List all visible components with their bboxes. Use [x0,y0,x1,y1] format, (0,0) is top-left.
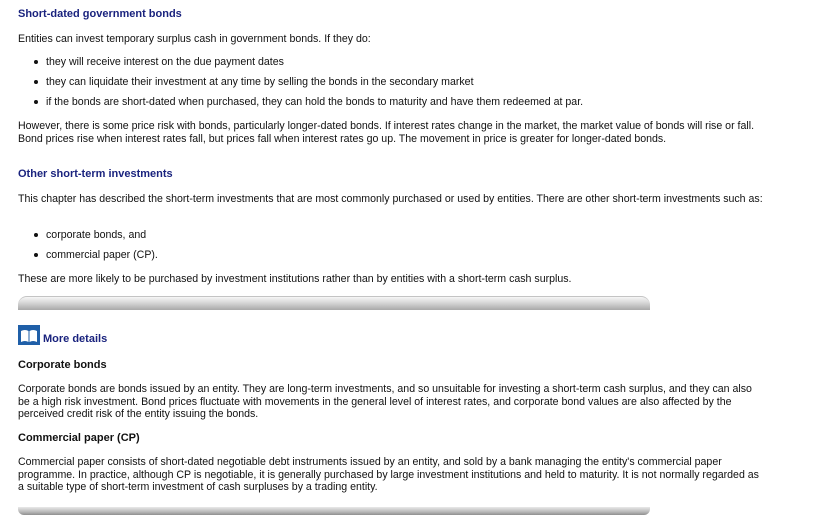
corporate-bonds-text: Corporate bonds are bonds issued by an entity. They are long-term investments, and so unsuitable for investing a short-term cash surplus, and they can also be a high risk investment. Bond prices fluctuate with movements in the general level of interest rates, and corporate bond values are also affected by the perceived credit risk of the entity issuing the bonds. [18,383,752,421]
section-paragraph: These are more likely to be purchased by investment institutions rather than by entities with a short-term cash surplus. [18,273,572,285]
book-icon [18,325,40,345]
list-item: if the bonds are short-dated when purchased, they can hold the bonds to maturity and have them redeemed at par. [18,96,583,116]
list-item: commercial paper (CP). [18,249,158,269]
bullet-list [18,229,158,269]
bullet-list [18,56,583,116]
list-item: corporate bonds, and [18,229,158,249]
list-item: they can liquidate their investment at any time by selling the bonds in the secondary market [18,76,583,96]
subheading-commercial-paper: Commercial paper (CP) [18,432,140,444]
list-item: they will receive interest on the due payment dates [18,56,583,76]
section-intro: Entities can invest temporary surplus cash in government bonds. If they do: [18,33,371,45]
commercial-paper-text: Commercial paper consists of short-dated negotiable debt instruments issued by an entity, and sold by a bank managing the entity's commercial paper programme. In practice, although CP is negotiable, it is generally purchased by large investment institutions and held to maturity. It is not normally regarded as a suitable type of short-term investment of cash surpluses by a trading entity. [18,456,759,494]
section-heading-government-bonds: Short-dated government bonds [18,8,182,20]
panel-top-divider [18,296,650,310]
more-details-label: More details [43,333,108,345]
panel-bottom-divider [18,507,650,515]
section-paragraph: However, there is some price risk with bonds, particularly longer-dated bonds. If interest rates change in the market, the market value of bonds will rise or fall. Bond prices rise when interest rates fall, but prices fall when interest rates go up. The movement in price is greater for longer-dated bonds. [18,120,755,145]
subheading-corporate-bonds: Corporate bonds [18,359,107,371]
section-intro: This chapter has described the short-term investments that are most commonly purchased or used by entities. There are other short-term investments such as: [18,193,763,205]
section-heading-other-investments: Other short-term investments [18,168,173,180]
more-details-header[interactable] [18,325,107,345]
